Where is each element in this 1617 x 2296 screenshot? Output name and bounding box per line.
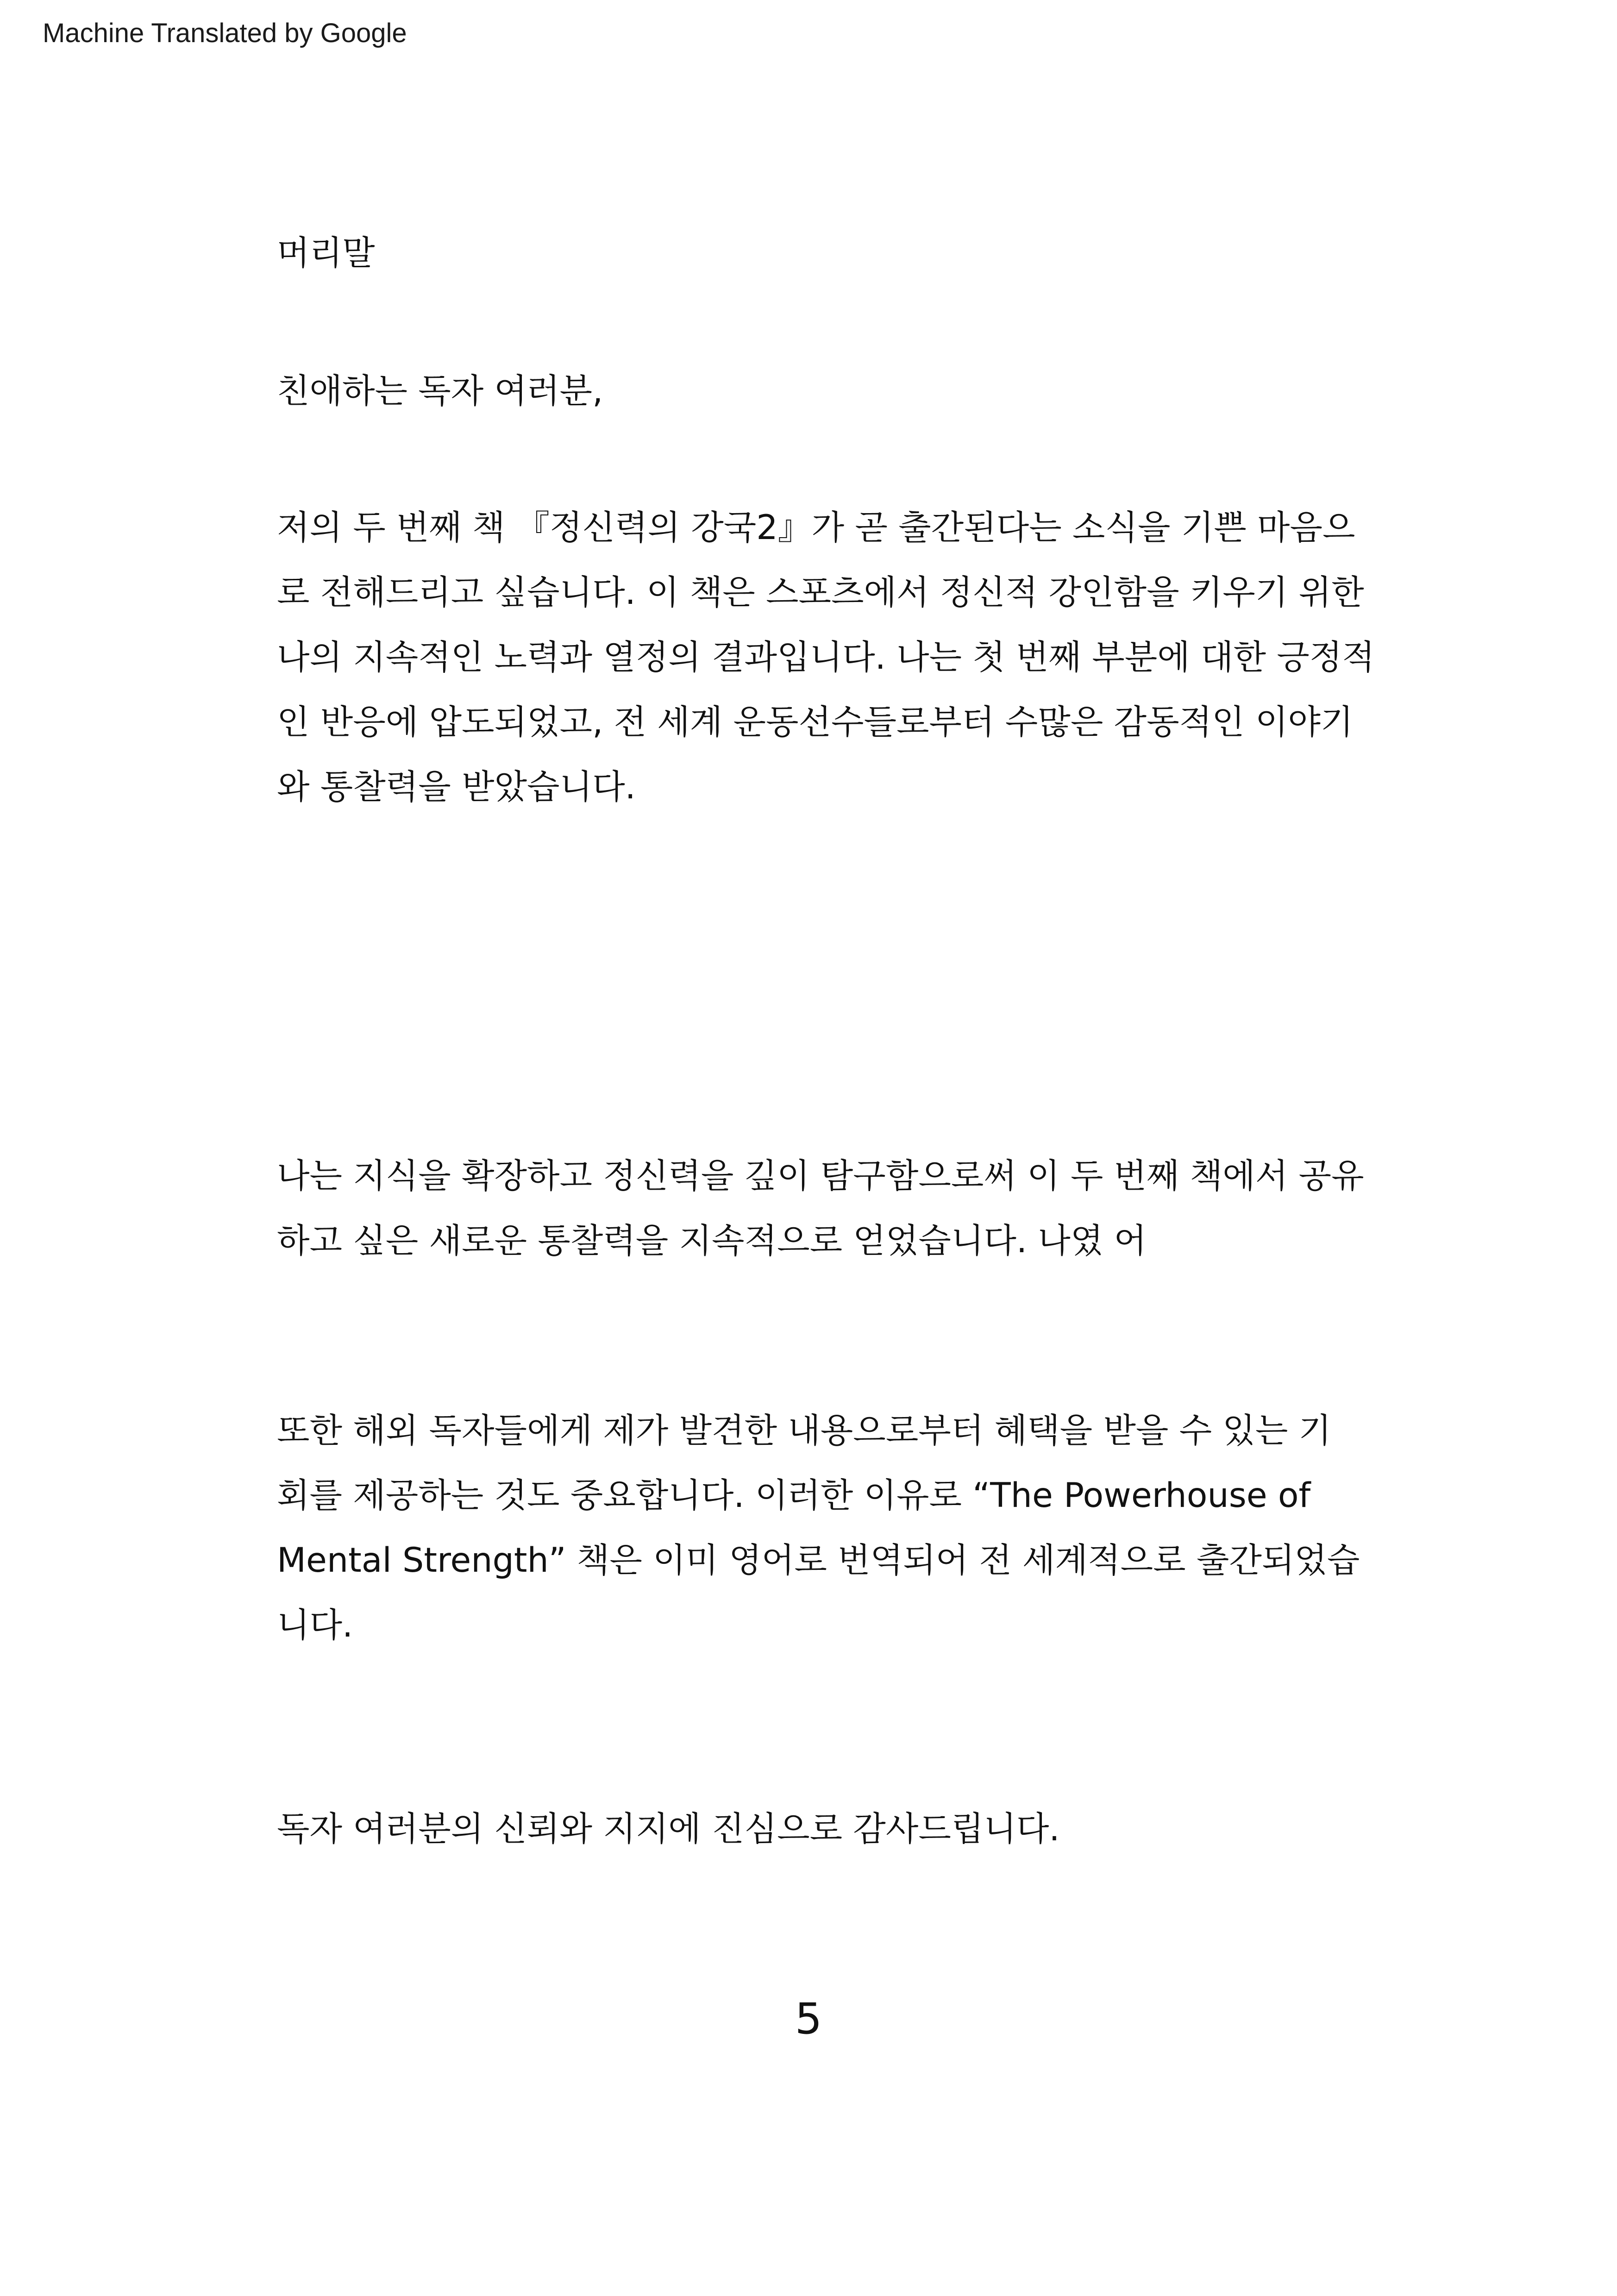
paragraph-1-line: 로 전해드리고 싶습니다. 이 책은 스포츠에서 정신적 강인함을 키우기 위한 bbox=[277, 573, 1364, 612]
machine-translation-banner: Machine Translated by Google bbox=[43, 18, 407, 48]
closing-line: 독자 여러분의 신뢰와 지지에 진심으로 감사드립니다. bbox=[277, 1809, 1060, 1849]
paragraph-1-line: 인 반응에 압도되었고, 전 세계 운동선수들로부터 수많은 감동적인 이야기 bbox=[277, 703, 1354, 742]
paragraph-3-line: 또한 해외 독자들에게 제가 발견한 내용으로부터 혜택을 받을 수 있는 기 bbox=[277, 1411, 1332, 1450]
paragraph-2-line: 나는 지식을 확장하고 정신력을 깊이 탐구함으로써 이 두 번째 책에서 공유 bbox=[277, 1156, 1364, 1196]
salutation: 친애하는 독자 여러분, bbox=[277, 371, 603, 411]
paragraph-2-line: 하고 싶은 새로운 통찰력을 지속적으로 얻었습니다. 나였 어 bbox=[277, 1221, 1147, 1261]
paragraph-3 bbox=[277, 1399, 1360, 1658]
page-number: 5 bbox=[795, 1994, 822, 2044]
paragraph-3-line: Mental Strength” 책은 이미 영어로 번역되어 전 세계적으로 출간되었습 bbox=[277, 1541, 1360, 1580]
paragraph-1-line: 와 통찰력을 받았습니다. bbox=[277, 767, 636, 807]
paragraph-3-line: 니다. bbox=[277, 1606, 353, 1645]
paragraph-1-line: 나의 지속적인 노력과 열정의 결과입니다. 나는 첫 번째 부분에 대한 긍정적 bbox=[277, 638, 1375, 677]
paragraph-1-line: 저의 두 번째 책 『정신력의 강국2』가 곧 출간된다는 소식을 기쁜 마음으 bbox=[277, 508, 1355, 547]
page-heading: 머리말 bbox=[277, 233, 375, 273]
paragraph-3-line: 회를 제공하는 것도 중요합니다. 이러한 이유로 “The Powerhouse of bbox=[277, 1476, 1311, 1515]
paragraph-1 bbox=[277, 496, 1375, 820]
paragraph-2 bbox=[277, 1144, 1364, 1273]
